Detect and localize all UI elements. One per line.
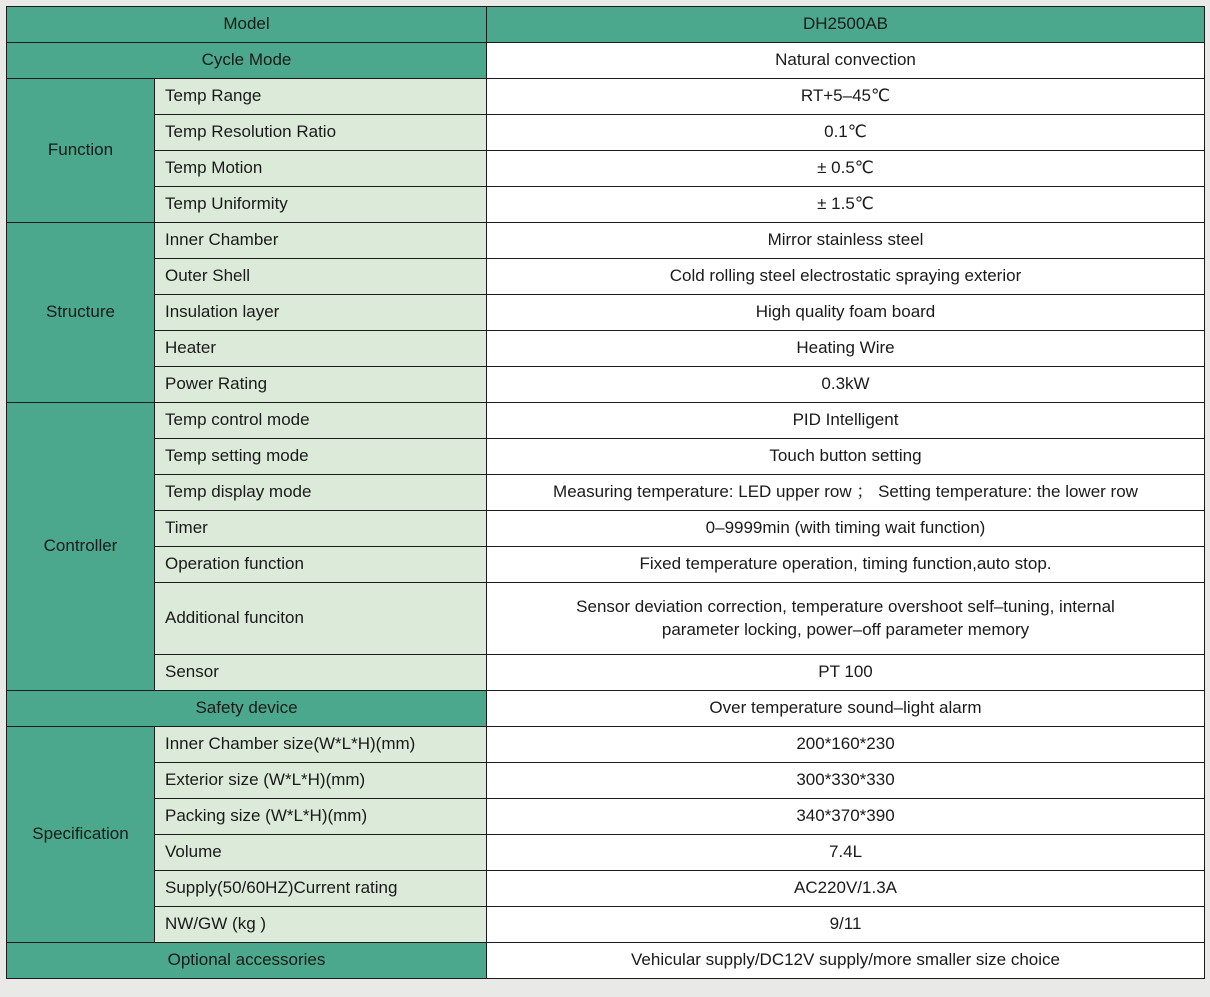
row-value: Mirror stainless steel [487, 223, 1205, 259]
row-value: Cold rolling steel electrostatic spraying exterior [487, 259, 1205, 295]
row-label: Additional funciton [155, 583, 487, 655]
table-row [7, 223, 1205, 259]
row-value: 0.1℃ [487, 115, 1205, 151]
model-header-cell: Model [7, 7, 487, 43]
product-spec-table [6, 6, 1205, 979]
table-row [7, 547, 1205, 583]
section-structure-cell: Structure [7, 223, 155, 403]
table-row [7, 871, 1205, 907]
row-value: PT 100 [487, 655, 1205, 691]
table-row [7, 151, 1205, 187]
table-row [7, 403, 1205, 439]
row-value: 300*330*330 [487, 763, 1205, 799]
table-row [7, 475, 1205, 511]
row-label: Timer [155, 511, 487, 547]
row-value: High quality foam board [487, 295, 1205, 331]
row-value: Sensor deviation correction, temperature overshoot self–tuning, internal parameter locking, power–off parameter memory [487, 583, 1205, 655]
row-value: AC220V/1.3A [487, 871, 1205, 907]
row-value: Fixed temperature operation, timing function,auto stop. [487, 547, 1205, 583]
table-row [7, 367, 1205, 403]
cycle-mode-value-cell: Natural convection [487, 43, 1205, 79]
table-row [7, 187, 1205, 223]
row-value: PID Intelligent [487, 403, 1205, 439]
row-label: Temp control mode [155, 403, 487, 439]
cycle-mode-label-cell: Cycle Mode [7, 43, 487, 79]
row-value: RT+5–45℃ [487, 79, 1205, 115]
table-row-cycle-mode [7, 43, 1205, 79]
row-label: Temp Range [155, 79, 487, 115]
row-value: ± 1.5℃ [487, 187, 1205, 223]
row-label: Volume [155, 835, 487, 871]
table-row [7, 331, 1205, 367]
row-label: Exterior size (W*L*H)(mm) [155, 763, 487, 799]
row-label: Insulation layer [155, 295, 487, 331]
table-row [7, 907, 1205, 943]
table-row [7, 439, 1205, 475]
table-row [7, 835, 1205, 871]
row-value: ± 0.5℃ [487, 151, 1205, 187]
row-label: Temp Motion [155, 151, 487, 187]
row-value: 0.3kW [487, 367, 1205, 403]
safety-device-label-cell: Safety device [7, 691, 487, 727]
table-row-model [7, 7, 1205, 43]
section-specification-cell: Specification [7, 727, 155, 943]
row-value: Heating Wire [487, 331, 1205, 367]
row-label: Inner Chamber [155, 223, 487, 259]
optional-accessories-value-cell: Vehicular supply/DC12V supply/more smaller size choice [487, 943, 1205, 979]
table-row [7, 799, 1205, 835]
row-label: Temp Resolution Ratio [155, 115, 487, 151]
row-label: Supply(50/60HZ)Current rating [155, 871, 487, 907]
row-value: 340*370*390 [487, 799, 1205, 835]
row-label: Outer Shell [155, 259, 487, 295]
row-label: Heater [155, 331, 487, 367]
row-label: Temp Uniformity [155, 187, 487, 223]
table-row [7, 295, 1205, 331]
table-row [7, 511, 1205, 547]
table-row [7, 259, 1205, 295]
section-function-cell: Function [7, 79, 155, 223]
row-label: Temp setting mode [155, 439, 487, 475]
table-row [7, 655, 1205, 691]
row-value: Measuring temperature: LED upper row ； Setting temperature: the lower row [487, 475, 1205, 511]
row-label: Sensor [155, 655, 487, 691]
table-row [7, 727, 1205, 763]
table-row-safety-device [7, 691, 1205, 727]
row-value: 0–9999min (with timing wait function) [487, 511, 1205, 547]
table-row-optional-accessories [7, 943, 1205, 979]
row-label: Operation function [155, 547, 487, 583]
section-controller-cell: Controller [7, 403, 155, 691]
optional-accessories-label-cell: Optional accessories [7, 943, 487, 979]
row-value: 7.4L [487, 835, 1205, 871]
row-label: NW/GW (kg ) [155, 907, 487, 943]
row-value: 200*160*230 [487, 727, 1205, 763]
row-value: Touch button setting [487, 439, 1205, 475]
row-label: Packing size (W*L*H)(mm) [155, 799, 487, 835]
table-row [7, 115, 1205, 151]
table-row [7, 79, 1205, 115]
safety-device-value-cell: Over temperature sound–light alarm [487, 691, 1205, 727]
model-value-cell: DH2500AB [487, 7, 1205, 43]
table-row-additional-function [7, 583, 1205, 655]
row-label: Temp display mode [155, 475, 487, 511]
row-label: Power Rating [155, 367, 487, 403]
row-label: Inner Chamber size(W*L*H)(mm) [155, 727, 487, 763]
row-value: 9/11 [487, 907, 1205, 943]
table-row [7, 763, 1205, 799]
